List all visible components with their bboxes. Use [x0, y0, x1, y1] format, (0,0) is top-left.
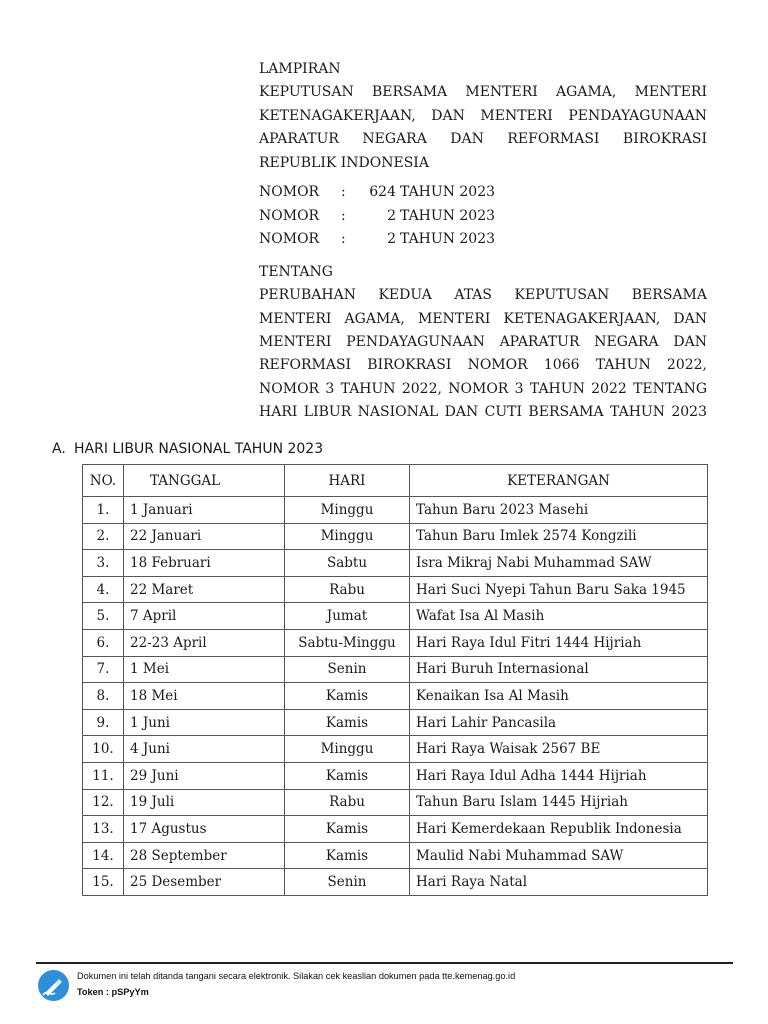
cell-no: 5.: [83, 603, 124, 630]
section-heading: HARI LIBUR NASIONAL TAHUN 2023: [74, 441, 324, 457]
cell-keterangan: Isra Mikraj Nabi Muhammad SAW: [410, 550, 708, 577]
cell-tanggal: 29 Juni: [124, 762, 285, 789]
table-row: [83, 576, 708, 603]
cell-keterangan: Maulid Nabi Muhammad SAW: [410, 842, 708, 869]
table-row: [83, 816, 708, 843]
cell-hari: Minggu: [285, 523, 410, 550]
cell-no: 11.: [83, 762, 124, 789]
tentang-line: HARI LIBUR NASIONAL DAN CUTI BERSAMA TAHUN 2023: [259, 404, 707, 421]
cell-no: 9.: [83, 709, 124, 736]
footer-text: [77, 968, 515, 1000]
tentang-line: MENTERI PENDAYAGUNAAN APARATUR NEGARA DAN: [259, 333, 707, 350]
cell-keterangan: Kenaikan Isa Al Masih: [410, 683, 708, 710]
cell-no: 6.: [83, 629, 124, 656]
cell-tanggal: 18 Mei: [124, 683, 285, 710]
table-row: [83, 789, 708, 816]
cell-no: 15.: [83, 869, 124, 896]
table-row: [83, 842, 708, 869]
cell-keterangan: Hari Raya Waisak 2567 BE: [410, 736, 708, 763]
footer-token: Token : pSPyYm: [77, 987, 149, 997]
cell-no: 1.: [83, 497, 124, 524]
cell-no: 7.: [83, 656, 124, 683]
table-row: [83, 869, 708, 896]
cell-hari: Minggu: [285, 497, 410, 524]
table-row: [83, 603, 708, 630]
document-header: [259, 58, 707, 424]
cell-tanggal: 1 Mei: [124, 656, 285, 683]
cell-no: 2.: [83, 523, 124, 550]
cell-tanggal: 19 Juli: [124, 789, 285, 816]
section-letter: A.: [52, 441, 66, 457]
table-row: [83, 550, 708, 577]
cell-tanggal: 18 Februari: [124, 550, 285, 577]
cell-hari: Senin: [285, 656, 410, 683]
cell-tanggal: 25 Desember: [124, 869, 285, 896]
cell-hari: Kamis: [285, 842, 410, 869]
lampiran-label: LAMPIRAN: [259, 61, 341, 77]
table-row: [83, 523, 708, 550]
cell-no: 8.: [83, 683, 124, 710]
tentang-line: NOMOR 3 TAHUN 2022, NOMOR 3 TAHUN 2022 TENTANG: [259, 380, 707, 397]
footer-notice: Dokumen ini telah ditanda tangani secara elektronik. Silakan cek keaslian dokumen pada tte.kemenag.go.id: [77, 971, 516, 981]
table-header-row: [83, 465, 708, 497]
keputusan-line: KEPUTUSAN BERSAMA MENTERI AGAMA, MENTERI: [259, 84, 707, 101]
cell-keterangan: Hari Raya Idul Adha 1444 Hijriah: [410, 762, 708, 789]
tentang-line: PERUBAHAN KEDUA ATAS KEPUTUSAN BERSAMA: [259, 287, 707, 304]
cell-keterangan: Hari Buruh Internasional: [410, 656, 708, 683]
cell-hari: Kamis: [285, 762, 410, 789]
signature-pen-icon: [37, 969, 70, 1002]
table-row: [83, 709, 708, 736]
tentang-label: TENTANG: [259, 263, 333, 280]
column-header-hari: HARI: [285, 465, 410, 497]
cell-hari: Sabtu: [285, 550, 410, 577]
cell-tanggal: 7 April: [124, 603, 285, 630]
cell-hari: Kamis: [285, 683, 410, 710]
cell-keterangan: Wafat Isa Al Masih: [410, 603, 708, 630]
cell-tanggal: 17 Agustus: [124, 816, 285, 843]
nomor-row: NOMOR : 2 TAHUN 2023: [259, 231, 496, 248]
cell-hari: Rabu: [285, 789, 410, 816]
cell-no: 10.: [83, 736, 124, 763]
cell-hari: Rabu: [285, 576, 410, 603]
cell-tanggal: 1 Juni: [124, 709, 285, 736]
cell-keterangan: Hari Raya Idul Fitri 1444 Hijriah: [410, 629, 708, 656]
nomor-row: NOMOR : 624 TAHUN 2023: [259, 183, 496, 200]
keputusan-line: REPUBLIK INDONESIA: [259, 154, 429, 171]
cell-keterangan: Hari Lahir Pancasila: [410, 709, 708, 736]
cell-no: 3.: [83, 550, 124, 577]
cell-hari: Sabtu-Minggu: [285, 629, 410, 656]
cell-tanggal: 22 Januari: [124, 523, 285, 550]
cell-keterangan: Hari Kemerdekaan Republik Indonesia: [410, 816, 708, 843]
section-title: [52, 439, 323, 459]
table-row: [83, 629, 708, 656]
cell-hari: Senin: [285, 869, 410, 896]
cell-hari: Minggu: [285, 736, 410, 763]
tentang-line: MENTERI AGAMA, MENTERI KETENAGAKERJAAN, DAN: [259, 310, 707, 327]
cell-tanggal: 22 Maret: [124, 576, 285, 603]
cell-hari: Kamis: [285, 816, 410, 843]
cell-hari: Jumat: [285, 603, 410, 630]
cell-tanggal: 4 Juni: [124, 736, 285, 763]
table-row: [83, 683, 708, 710]
table-row: [83, 762, 708, 789]
keputusan-line: APARATUR NEGARA DAN REFORMASI BIROKRASI: [259, 131, 707, 148]
cell-no: 13.: [83, 816, 124, 843]
cell-hari: Kamis: [285, 709, 410, 736]
cell-no: 4.: [83, 576, 124, 603]
table-row: [83, 736, 708, 763]
cell-tanggal: 28 September: [124, 842, 285, 869]
cell-keterangan: Tahun Baru Imlek 2574 Kongzili: [410, 523, 708, 550]
nomor-row: NOMOR : 2 TAHUN 2023: [259, 207, 496, 224]
holiday-table: [82, 464, 708, 896]
cell-keterangan: Tahun Baru Islam 1445 Hijriah: [410, 789, 708, 816]
footer-divider: [36, 962, 733, 964]
cell-keterangan: Hari Suci Nyepi Tahun Baru Saka 1945: [410, 576, 708, 603]
cell-no: 14.: [83, 842, 124, 869]
column-header-no: NO.: [83, 465, 124, 497]
table-row: [83, 497, 708, 524]
cell-keterangan: Tahun Baru 2023 Masehi: [410, 497, 708, 524]
cell-tanggal: 1 Januari: [124, 497, 285, 524]
column-header-keterangan: KETERANGAN: [410, 465, 708, 497]
column-header-tanggal: TANGGAL: [124, 465, 285, 497]
table-body: [83, 497, 708, 896]
table-row: [83, 656, 708, 683]
cell-tanggal: 22-23 April: [124, 629, 285, 656]
tentang-line: REFORMASI BIROKRASI NOMOR 1066 TAHUN 2022,: [259, 357, 707, 374]
cell-keterangan: Hari Raya Natal: [410, 869, 708, 896]
keputusan-line: KETENAGAKERJAAN, DAN MENTERI PENDAYAGUNAAN: [259, 107, 707, 124]
cell-no: 12.: [83, 789, 124, 816]
